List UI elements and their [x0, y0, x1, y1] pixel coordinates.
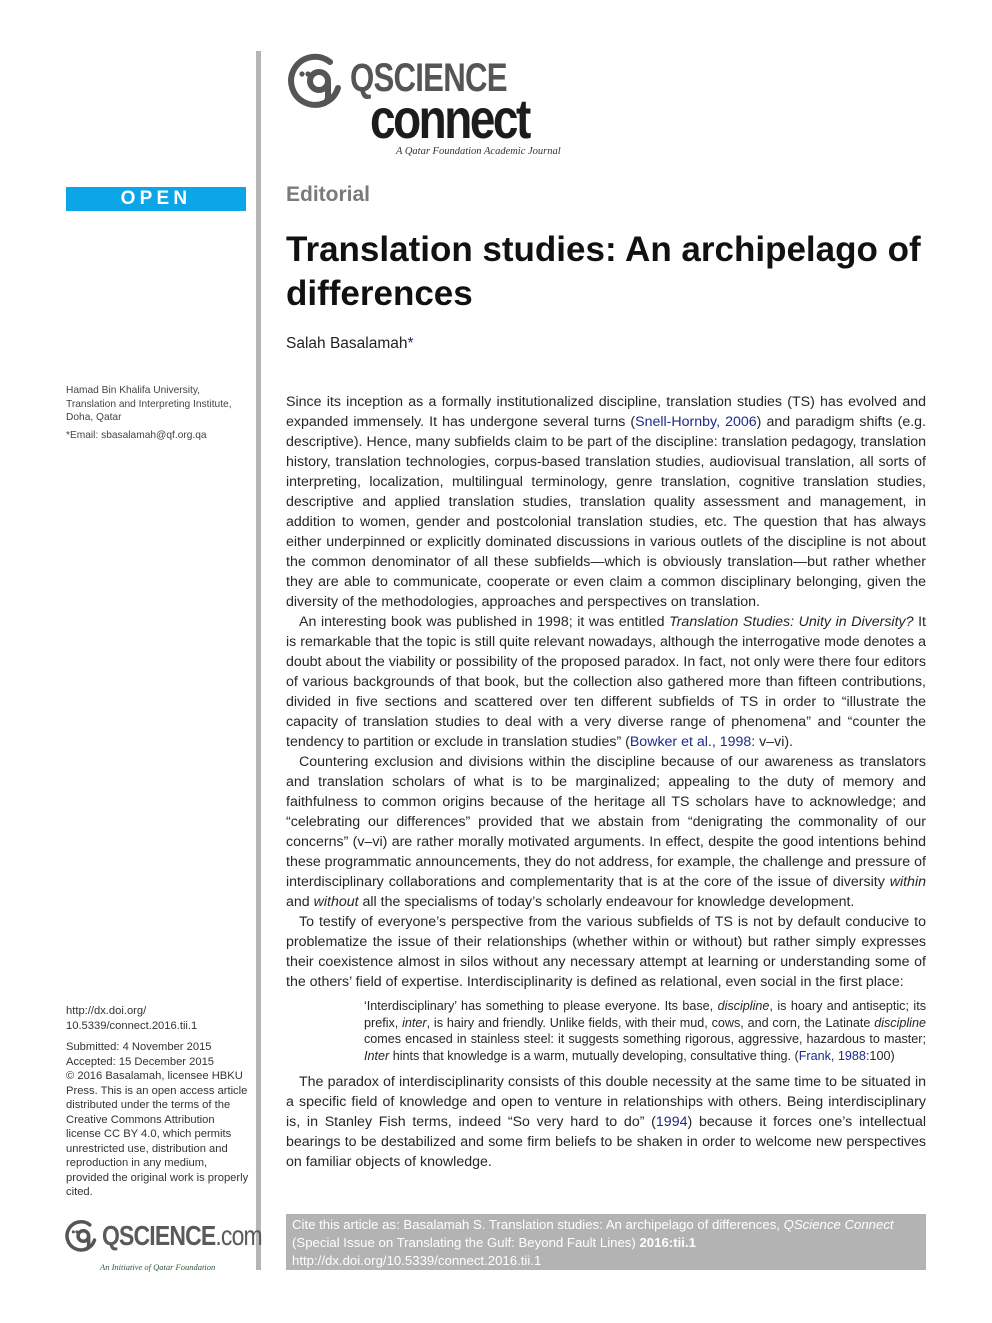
affiliation-line: Hamad Bin Khalifa University, — [66, 385, 200, 396]
citation-link[interactable]: Frank, 1988 — [798, 1048, 866, 1063]
article-body — [286, 392, 926, 1172]
corresponding-author-mark[interactable]: * — [407, 335, 414, 352]
citation-prefix: Cite this article as: Basalamah S. Translation studies: An archipelago of differences, — [292, 1217, 784, 1232]
paragraph: Since its inception as a formally institutionalized discipline, translation studies (TS) has evolved and expanded immensely. It has undergone several turns (Snell-Hornby, 2006) and paradigm shifts (e.g. descriptive). Hence, many subfields claim to be part of the discipline: translation pedagogy, translation history, translation technologies, corpus-based translation studies, audiovisual translation, all sorts of interpreting, localization, multilingual terminology, genre translation, cognitive translation studies, descriptive and applied translation studies, translation quality assessment and management, in addition to women, gender and postcolonial translation studies, etc. The question that has always either underpinned or explicitly dominated discussions in various outlets of the discipline is not about the common denominator of all these subfields—which is obviously translation—but rather whether they are able to communicate, cooperate or even claim a common disciplinary belonging, given the diversity of the methodologies, approaches and perspectives on translation. — [286, 394, 926, 610]
qscience-name: QSCIENCE — [102, 1220, 216, 1251]
logo-tagline: A Qatar Foundation Academic Journal — [396, 146, 561, 157]
logo-qscience-text: QSCIENCE — [350, 56, 507, 100]
qscience-logo-icon — [64, 1219, 98, 1253]
citation-volume: 2016:tii.1 — [639, 1235, 696, 1250]
affiliation-line: Doha, Qatar — [66, 412, 122, 423]
license-text: © 2016 Basalamah, licensee HBKU Press. This is an open access article distributed under the terms of the Creative Commons Attribution license CC BY 4.0, which permits unrestricted use, distribution and reproduction in any medium, provided the original work is properly cited. — [66, 1070, 249, 1198]
qscience-com-text — [102, 1221, 262, 1251]
paragraph: Countering exclusion and divisions within the discipline because of our awareness as translators and translation scholars of what is to be marginalized; appealing to the duty of memory and faithfulness to common origins because of the heritage all TS scholars have to acknowledge; and “celebrating our differences” provided that we abstain from “denigrating the commonality of our concerns” (v–vi) are rather morally motivated arguments. In effect, despite the good intentions behind these programmatic announcements, they do not address, for example, the challenge and pressure of interdisciplinary collaborations and complementarity that is at the core of the issue of diversity within and without all the specialisms of today’s scholarly endeavour for knowledge development. — [286, 754, 926, 910]
block-quote: ‘Interdisciplinary’ has something to please everyone. Its base, discipline, is hoary and antiseptic; its prefix, inter, is hairy and friendly. Unlike fields, with their mud, cows, and corn, the Latinate discipline comes encased in stainless steel: it suggests something rigorous, aggressive, hazardous to master; Inter hints that knowledge is a warm, mutually developing, consultative thing. (Frank, 1988:100) — [364, 999, 926, 1063]
author-affiliation — [66, 384, 251, 442]
doi-line-1[interactable]: http://dx.doi.org/ — [66, 1005, 147, 1017]
doi-line-2[interactable]: 10.5339/connect.2016.tii.1 — [66, 1019, 198, 1032]
citation-link[interactable]: Snell-Hornby, 2006 — [635, 414, 757, 430]
citation-box — [286, 1214, 926, 1270]
citation-link[interactable]: 1994 — [655, 1114, 688, 1130]
citation-doi-link[interactable]: http://dx.doi.org/10.5339/connect.2016.tii.1 — [292, 1253, 542, 1268]
paragraph: The paradox of interdisciplinarity consists of this double necessity at the same time to be situated in a specific field of knowledge and open to venture in relationships with others. Being interdisciplinary is, in Stanley Fish terms, indeed “So very hard to do” (1994) because it forces one’s intellectual bearings to be destabilized and some firm beliefs to be shaken in order to welcome new perspectives on familiar objects of knowledge. — [286, 1074, 927, 1170]
journal-logo — [286, 52, 566, 162]
qscience-logo-icon — [286, 52, 344, 110]
open-access-badge: OPEN ACCESS — [66, 187, 246, 211]
qscience-com-logo[interactable] — [64, 1219, 262, 1274]
author-name-text: Salah Basalamah — [286, 335, 408, 352]
article-metadata — [66, 1004, 251, 1200]
submitted-date: Submitted: 4 November 2015 — [66, 1041, 212, 1053]
article-title: Translation studies: An archipelago of differences — [286, 230, 921, 313]
author-name — [286, 335, 414, 353]
affiliation-line: Translation and Interpreting Institute, — [66, 398, 232, 410]
citation-issue: (Special Issue on Translating the Gulf: Beyond Fault Lines) — [292, 1235, 640, 1250]
doi-link[interactable] — [66, 1004, 251, 1033]
logo-connect-text: connect — [370, 87, 529, 150]
paragraph: An interesting book was published in 1998; it was entitled Translation Studies: Unity in Diversity? It is remarkable that the topic is still quite relevant nowadays, although the interrogative mode denotes a doubt about the viability or possibility of the proposed paradox. In fact, not only were there four editors of various backgrounds of that book, but the collection also gathered more than fifteen contributions, divided in five sections and scattered over ten different subfields of TS in order to “illustrate the capacity of translation studies to deal with a very diverse range of phenomena” and “counter the tendency to partition or exclude in translation studies” (Bowker et al., 1998: v–vi). — [286, 614, 926, 750]
paragraph: To testify of everyone’s perspective from the various subfields of TS is not by default conducive to problematize the issue of their relationships (whether within or without) but rather simply expresses their coexistence almost in silos without any necessary attempt at learning or understanding some of the others’ field of expertise. Interdisciplinarity is defined as relational, even social in the first place: — [286, 914, 926, 990]
citation-journal: QScience Connect — [783, 1217, 894, 1232]
author-email[interactable]: *Email: sbasalamah@qf.org.qa — [66, 429, 207, 441]
accepted-date: Accepted: 15 December 2015 — [66, 1055, 215, 1068]
article-type-label: Editorial — [286, 183, 371, 206]
qscience-suffix: .com — [215, 1220, 262, 1251]
qscience-tagline: An Initiative of Qatar Foundation — [100, 1262, 216, 1272]
citation-link[interactable]: Bowker et al., 1998 — [629, 734, 752, 750]
column-divider — [256, 51, 261, 1270]
